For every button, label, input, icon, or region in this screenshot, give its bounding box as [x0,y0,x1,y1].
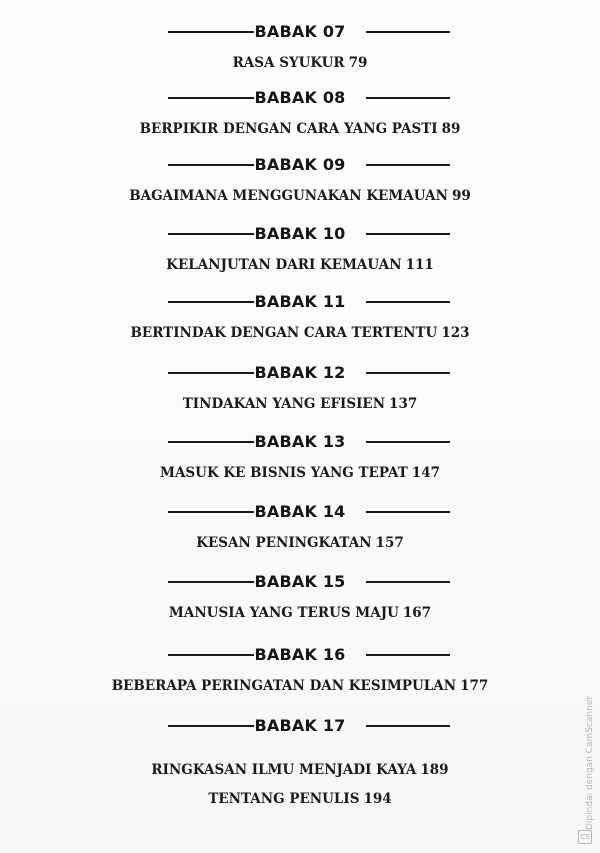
toc-entry [0,430,600,483]
chapter-label: BABAK 09 [254,155,346,174]
divider-line [366,372,450,374]
camscanner-logo-icon: CS [578,830,592,844]
chapter-title: BEBERAPA PERINGATAN DAN KESIMPULAN [111,678,457,694]
chapter-label: BABAK 11 [254,292,346,311]
divider-line [366,164,450,166]
chapter-title-row [0,533,600,553]
chapter-title: MANUSIA YANG TERUS MAJU [168,605,399,621]
toc-entry [0,20,600,73]
chapter-title: BAGAIMANA MENGGUNAKAN KEMAUAN [129,188,448,204]
chapter-title-row [0,186,600,206]
chapter-label: BABAK 16 [254,645,346,664]
page-number: 99 [451,188,471,204]
chapter-title-row [0,53,600,73]
chapter-heading [0,153,600,177]
divider-line [366,97,450,99]
final-entries [0,760,600,809]
chapter-title-row [0,394,600,414]
divider-line [366,441,450,443]
chapter-title-row [0,119,600,139]
chapter-heading [0,20,600,44]
toc-entry [0,153,600,206]
chapter-label: BABAK 14 [254,502,346,521]
divider-line [366,725,450,727]
chapter-label: BABAK 17 [254,716,346,735]
chapter-title: KELANJUTAN DARI KEMAUAN [166,257,402,273]
chapter-title-row [0,463,600,483]
chapter-label: BABAK 15 [254,572,346,591]
page-number: 177 [460,678,489,694]
toc-entry [0,361,600,414]
page-number: 79 [348,55,368,71]
chapter-title-row [0,323,600,343]
chapter-title-row [0,255,600,275]
chapter-title-row [0,676,600,696]
toc-entry [0,222,600,275]
page-number: 123 [441,325,470,341]
divider-line [366,301,450,303]
chapter-label: BABAK 08 [254,88,346,107]
divider-line [366,654,450,656]
chapter-label: BABAK 13 [254,432,346,451]
toc-entry [0,500,600,553]
page-number: 137 [389,396,418,412]
toc-entry [0,290,600,343]
toc-entry [0,570,600,623]
chapter-heading [0,643,600,667]
chapter-title: TINDAKAN YANG EFISIEN [182,396,386,412]
author-entry-title: TENTANG PENULIS [208,791,360,807]
scanner-watermark [577,690,593,840]
chapter-heading [0,570,600,594]
divider-line [366,233,450,235]
page-number: 157 [375,535,404,551]
page-number: 111 [405,257,434,273]
chapter-title-row [0,603,600,623]
chapter-label: BABAK 07 [254,22,346,41]
chapter-heading [0,290,600,314]
chapter-title: BERTINDAK DENGAN CARA TERTENTU [130,325,438,341]
toc-entry [0,86,600,139]
chapter-heading [0,222,600,246]
page-number: 167 [402,605,432,621]
chapter-heading [0,500,600,524]
chapter-title-row [0,760,600,780]
page-number: 89 [441,121,461,137]
chapter-title: MASUK KE BISNIS YANG TEPAT [160,465,408,481]
toc-entry [0,714,600,738]
chapter-label: BABAK 10 [254,224,346,243]
chapter-title: BERPIKIR DENGAN CARA YANG PASTI [139,121,438,137]
chapter-title: KESAN PENINGKATAN [196,535,372,551]
toc-entry [0,643,600,696]
page-number: 189 [420,762,449,778]
chapter-title: RINGKASAN ILMU MENJADI KAYA [151,762,417,778]
divider-line [366,581,450,583]
divider-line [366,31,450,33]
author-entry-row [0,789,600,809]
chapter-heading [0,86,600,110]
chapter-heading [0,361,600,385]
watermark-text: Dipindai dengan CamScanner [585,695,595,830]
chapter-heading [0,430,600,454]
divider-line [366,511,450,513]
chapter-title: RASA SYUKUR [232,55,345,71]
chapter-heading [0,714,600,738]
page-number: 147 [411,465,440,481]
chapter-label: BABAK 12 [254,363,346,382]
page-number: 194 [363,791,392,807]
